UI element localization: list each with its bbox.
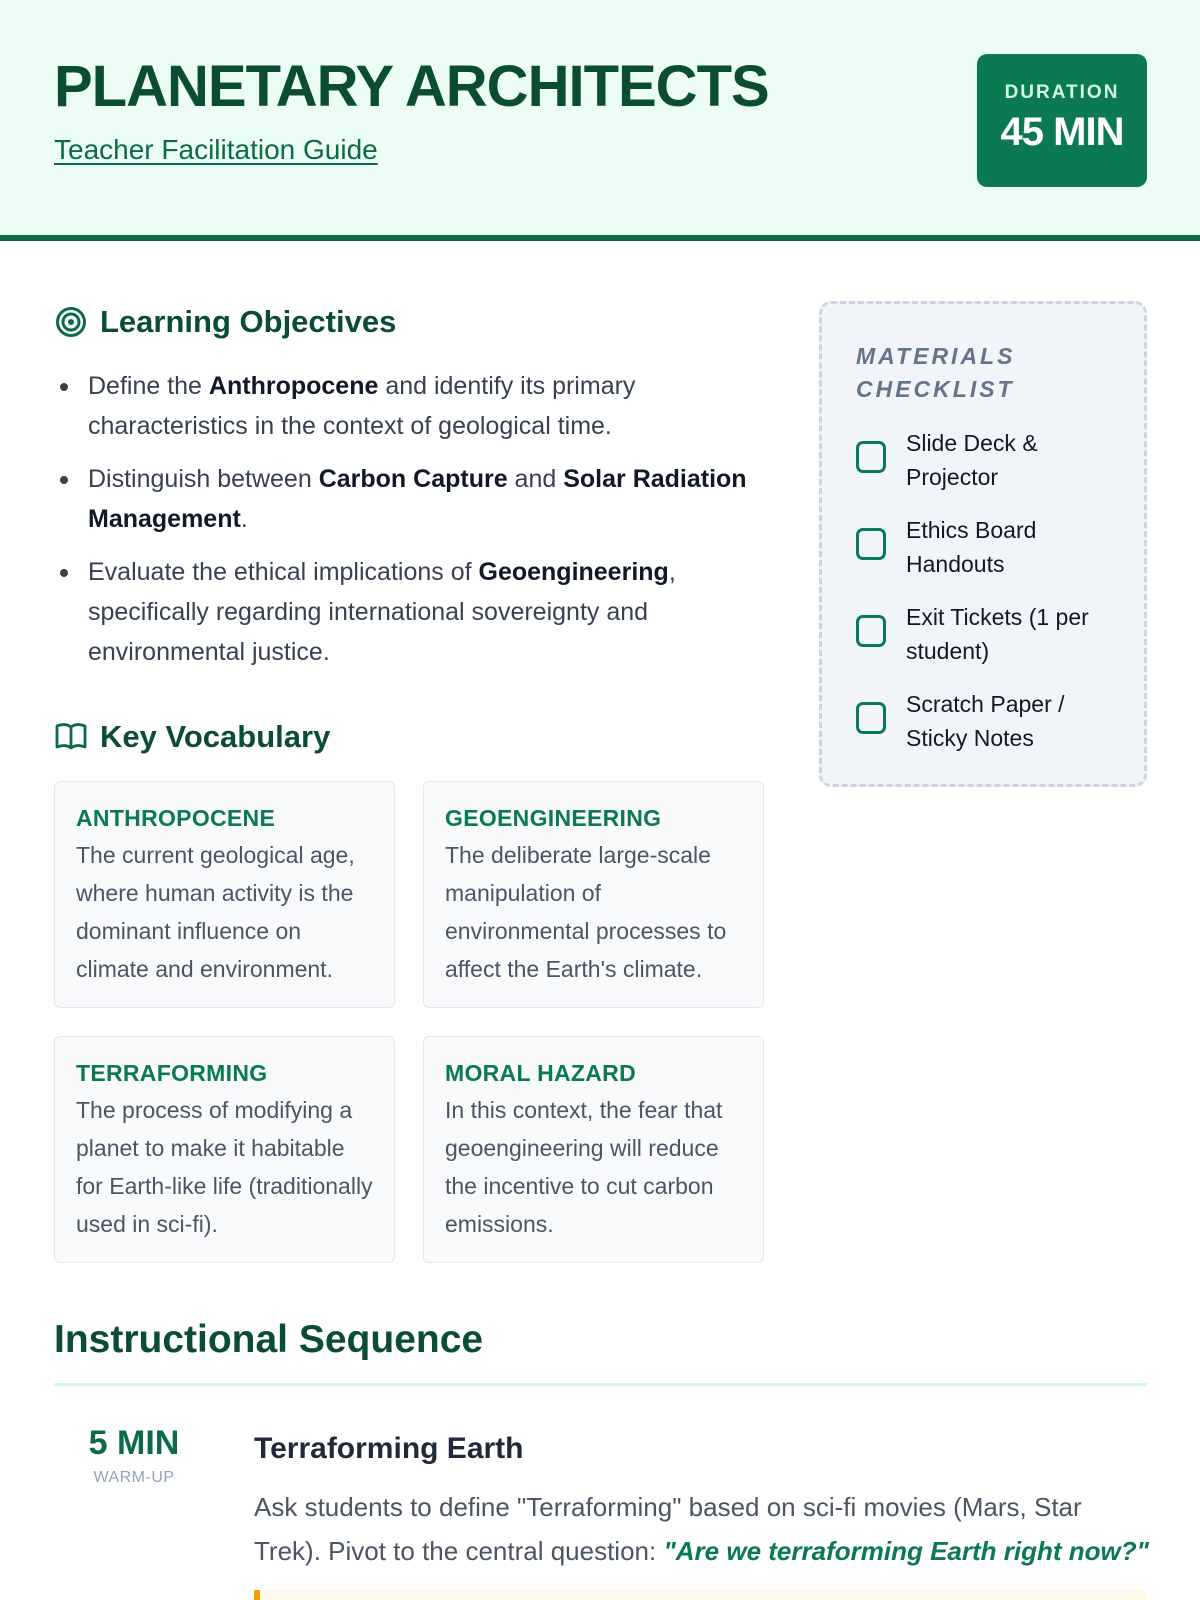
- vocab-term: ANTHROPOCENE: [76, 805, 276, 831]
- sequence-heading: Instructional Sequence: [54, 1318, 484, 1361]
- checkbox[interactable]: [856, 528, 886, 560]
- vocab-card-anthropocene: [54, 781, 395, 1008]
- book-icon: [54, 720, 88, 754]
- objectives-heading: [54, 304, 396, 340]
- step-title: Terraforming Earth: [254, 1432, 524, 1465]
- checklist-item[interactable]: [856, 687, 1136, 767]
- vocab-card-moral-hazard: [423, 1036, 764, 1263]
- list-item: Evaluate the ethical implications of Geoengineering, specifically regarding international sovereignty and environmental justice.: [56, 552, 776, 672]
- list-item: Distinguish between Carbon Capture and Solar Radiation Management.: [56, 459, 776, 539]
- step-time: 5 MIN: [88, 1424, 180, 1462]
- checklist-item[interactable]: [856, 600, 1136, 680]
- duration-label: DURATION: [1004, 82, 1120, 103]
- checklist-item[interactable]: [856, 426, 1136, 506]
- vocabulary-heading-text: Key Vocabulary: [100, 719, 331, 754]
- divider: [54, 1383, 1147, 1386]
- step-body-text: Ask students to define "Terraforming" based on sci-fi movies (Mars, Star Trek). Pivot to the central question:: [254, 1492, 1082, 1566]
- page-header: [0, 0, 1200, 241]
- vocab-card-geoengineering: [423, 781, 764, 1008]
- vocab-definition: The process of modifying a planet to make it habitable for Earth-like life (traditionally used in sci-fi).: [76, 1097, 373, 1237]
- materials-heading: MATERIALS CHECKLIST: [856, 343, 1016, 402]
- checklist-item-label: Ethics Board Handouts: [906, 517, 1037, 577]
- duration-value: 45 MIN: [1000, 110, 1124, 154]
- checklist-item-label: Exit Tickets (1 per student): [906, 604, 1089, 664]
- checklist-item[interactable]: [856, 513, 1136, 593]
- vocab-term: GEOENGINEERING: [445, 805, 662, 831]
- checklist-item-label: Slide Deck & Projector: [906, 430, 1038, 490]
- vocab-card-terraforming: [54, 1036, 395, 1263]
- page-title: PLANETARY ARCHITECTS: [54, 54, 769, 119]
- checkbox[interactable]: [856, 615, 886, 647]
- vocab-definition: The current geological age, where human activity is the dominant influence on climate and environment.: [76, 842, 355, 982]
- checkbox[interactable]: [856, 702, 886, 734]
- vocab-definition: In this context, the fear that geoengineering will reduce the incentive to cut carbon emissions.: [445, 1097, 723, 1237]
- materials-checklist: [819, 301, 1147, 787]
- step-question: "Are we terraforming Earth right now?": [663, 1536, 1149, 1566]
- vocab-term: TERRAFORMING: [76, 1060, 268, 1086]
- target-icon: [54, 305, 88, 339]
- checklist-item-label: Scratch Paper / Sticky Notes: [906, 691, 1065, 751]
- step-phase: WARM-UP: [93, 1469, 175, 1486]
- objectives-heading-text: Learning Objectives: [100, 304, 397, 339]
- callout-box: [254, 1590, 1147, 1600]
- list-item: Define the Anthropocene and identify its primary characteristics in the context of geological time.: [56, 366, 776, 446]
- vocab-term: MORAL HAZARD: [445, 1060, 636, 1086]
- checkbox[interactable]: [856, 441, 886, 473]
- step-body: [254, 1485, 1154, 1573]
- vocabulary-heading: [54, 719, 330, 755]
- vocab-definition: The deliberate large-scale manipulation of environmental processes to affect the Earth's climate.: [445, 842, 727, 982]
- duration-badge: [977, 54, 1147, 187]
- objectives-list: [56, 366, 776, 685]
- page-subtitle[interactable]: Teacher Facilitation Guide: [54, 134, 378, 165]
